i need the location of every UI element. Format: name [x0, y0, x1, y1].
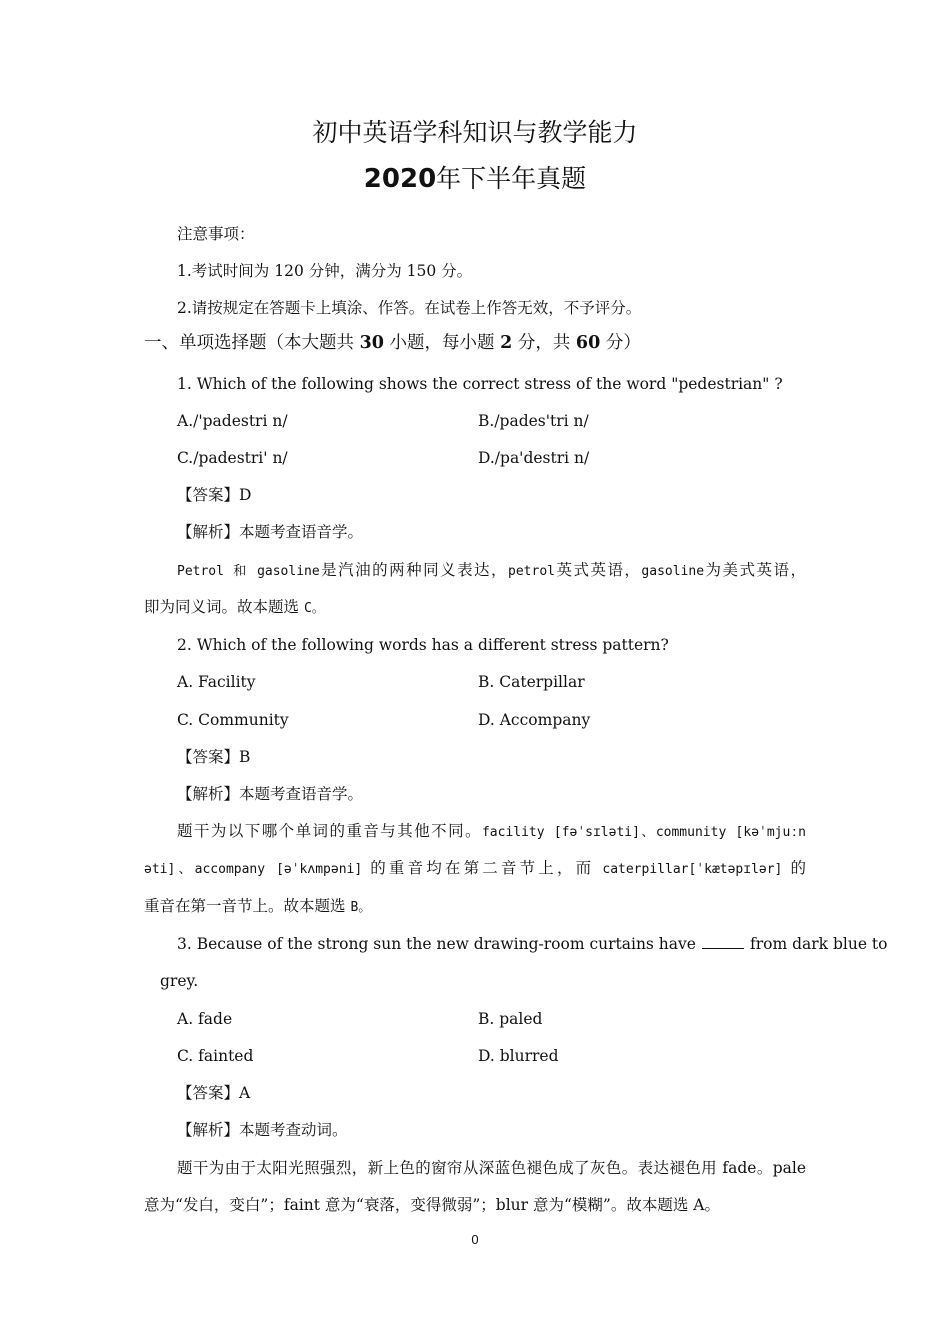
q3-analysis-title: 【解析】本题考查动词。 — [177, 1121, 348, 1139]
q2-option-b: B. Caterpillar — [478, 673, 585, 691]
q3-stem — [177, 933, 888, 955]
q3-option-c: C. fainted — [177, 1047, 254, 1065]
term: əti]、accompany [əˈkʌmpəni] — [144, 862, 363, 877]
q3-explanation-line-1: 题干为由于太阳光照强烈，新上色的窗帘从深蓝色褪色成了灰色。表达褪色用 fade。pale — [177, 1159, 806, 1177]
text: from dark blue to — [749, 935, 888, 953]
term: Petrol 和 gasoline — [177, 564, 320, 579]
q2-stem: 2. Which of the following words has a different stress pattern? — [177, 636, 669, 654]
section-heading-part: 小题，每小题 — [383, 333, 501, 353]
text: 为美式英语， — [704, 561, 806, 579]
q2-explanation-line-2 — [144, 857, 806, 881]
text: 英式英语， — [555, 561, 642, 579]
q1-analysis-title: 【解析】本题考查语音学。 — [177, 523, 364, 541]
q1-option-a: A./'padestri n/ — [177, 412, 288, 430]
text: 题干为以下哪个单词的重音与其他不同。 — [177, 822, 482, 840]
q2-explanation-line-3 — [144, 895, 371, 919]
term: C。 — [303, 601, 325, 616]
q1-option-d: D./pa'destri n/ — [478, 449, 590, 467]
term: gasoline — [641, 564, 705, 579]
q1-explanation-line-2 — [144, 596, 325, 620]
q2-option-a: A. Facility — [177, 673, 256, 691]
q1-option-c: C./padestri' n/ — [177, 449, 288, 467]
section-points-total: 60 — [575, 333, 601, 353]
term: facility [fəˈsɪləti]、community [kəˈmjuːn — [481, 825, 806, 840]
notes-heading: 注意事项： — [177, 225, 255, 243]
term: B。 — [350, 900, 372, 915]
section-heading — [144, 332, 641, 354]
page-number: 0 — [471, 1232, 479, 1247]
text: 的重音均在第二音节上，而 — [362, 859, 603, 877]
section-question-count: 30 — [359, 333, 384, 353]
q2-option-c: C. Community — [177, 711, 289, 729]
q3-option-b: B. paled — [478, 1010, 543, 1028]
text: 的 — [782, 859, 806, 877]
text: 即为同义词。故本题选 — [144, 598, 304, 616]
document-title: 初中英语学科知识与教学能力 — [312, 118, 638, 147]
q2-option-d: D. Accompany — [478, 711, 591, 729]
subtitle-text: 年下半年真题 — [436, 164, 587, 193]
text: 是汽油的两种同义表达， — [319, 561, 509, 579]
q2-analysis-title: 【解析】本题考查语音学。 — [177, 785, 364, 803]
q1-option-b: B./pades'tri n/ — [478, 412, 589, 430]
document-subtitle — [0, 162, 950, 196]
text: 3. Because of the strong sun the new drawing-room curtains have — [177, 935, 696, 953]
q1-answer: 【答案】D — [177, 486, 252, 504]
q2-explanation-line-1 — [177, 820, 806, 844]
notes-item-2: 2.请按规定在答题卡上填涂、作答。在试卷上作答无效，不予评分。 — [177, 299, 642, 317]
section-heading-part: 分，共 — [512, 333, 576, 353]
q1-stem: 1. Which of the following shows the correct stress of the word "pedestrian" ? — [177, 375, 783, 393]
term: caterpillar[ˈkætəpɪlər] — [602, 862, 783, 877]
q2-answer: 【答案】B — [177, 748, 251, 766]
q3-option-d: D. blurred — [478, 1047, 559, 1065]
term: petrol — [508, 564, 555, 579]
q3-answer: 【答案】A — [177, 1084, 251, 1102]
q3-option-a: A. fade — [177, 1010, 233, 1028]
notes-item-1: 1.考试时间为 120 分钟，满分为 150 分。 — [177, 262, 473, 280]
subtitle-year: 2020 — [363, 164, 437, 194]
section-points-each: 2 — [500, 333, 513, 353]
blank-line — [702, 934, 744, 949]
text: 重音在第一音节上。故本题选 — [144, 897, 351, 915]
q3-explanation-line-2: 意为“发白，变白”；faint 意为“衰落，变得微弱”；blur 意为“模糊”。故本题选 A。 — [144, 1196, 720, 1214]
section-heading-part: 一、单项选择题（本大题共 — [144, 333, 360, 353]
section-heading-part: 分） — [600, 333, 641, 353]
q3-stem-continued: grey. — [160, 972, 199, 990]
q1-explanation-line-1 — [177, 559, 806, 583]
